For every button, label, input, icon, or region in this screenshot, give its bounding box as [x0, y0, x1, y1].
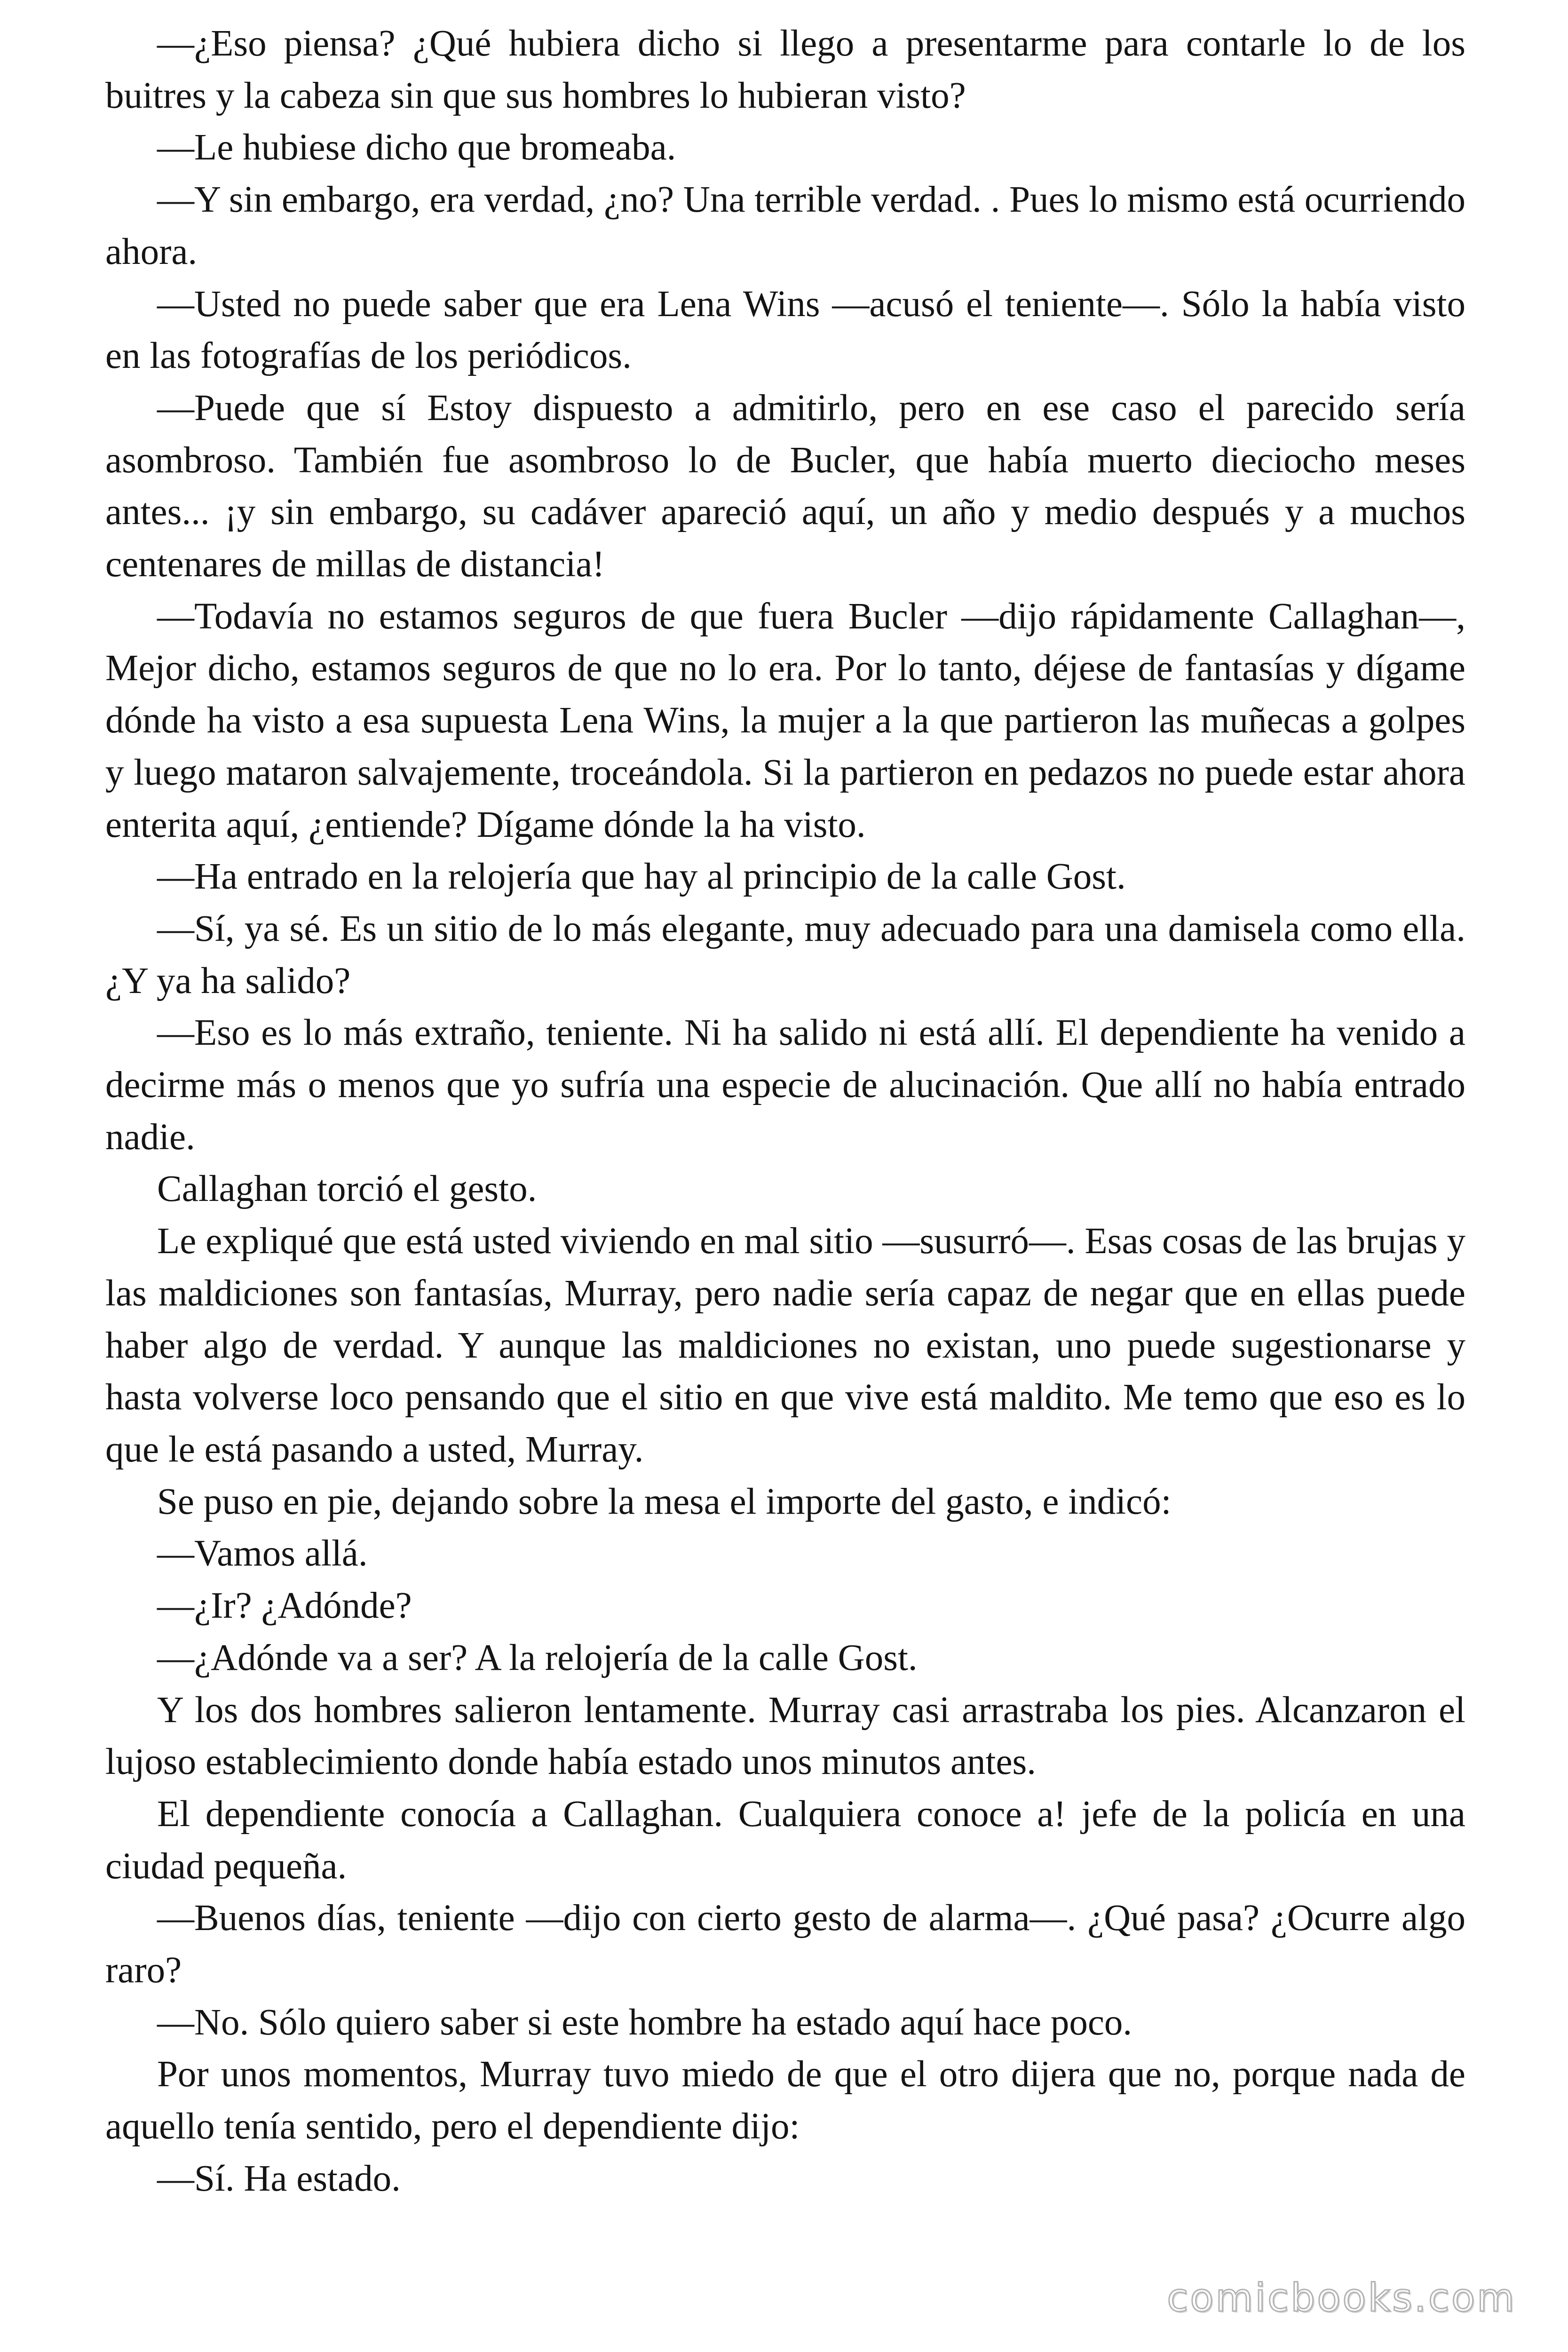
book-page — [105, 18, 1465, 2205]
paragraph: —No. Sólo quiero saber si este hombre ha estado aquí hace poco. — [157, 2002, 1132, 2043]
paragraph: El dependiente conocía a Callaghan. Cualquiera conoce a! jefe de la policía en una ciudad pequeña. — [105, 1793, 1465, 1887]
paragraph: Callaghan torció el gesto. — [157, 1168, 537, 1210]
paragraph: —¿Adónde va a ser? A la relojería de la calle Gost. — [157, 1637, 918, 1678]
paragraph: —Le hubiese dicho que bromeaba. — [157, 127, 676, 168]
paragraph: —Eso es lo más extraño, teniente. Ni ha salido ni está allí. El dependiente ha venido a decirme más o menos que yo sufría una especie de alucinación. Que allí no había entrado nadie. — [105, 1012, 1465, 1158]
paragraph: —Vamos allá. — [157, 1533, 368, 1574]
paragraph: —Usted no puede saber que era Lena Wins —acusó el teniente—. Sólo la había visto en las fotografías de los periódicos. — [105, 283, 1465, 377]
paragraph: —Todavía no estamos seguros de que fuera Bucler —dijo rápidamente Callaghan—, Mejor dicho, estamos seguros de que no lo era. Por lo tanto, déjese de fantasías y dígame dónde ha visto a esa supuesta Lena Wins, la mujer a la que partieron las muñecas a golpes y luego mataron salvajemente, troceándola. Si la partieron en pedazos no puede estar ahora enterita aquí, ¿entiende? Dígame dónde la ha visto. — [105, 596, 1465, 845]
paragraph: —¿Eso piensa? ¿Qué hubiera dicho si llego a presentarme para contarle lo de los buitres y la cabeza sin que sus hombres lo hubieran visto? — [105, 23, 1465, 116]
paragraph: Le expliqué que está usted viviendo en mal sitio —susurró—. Esas cosas de las brujas y las maldiciones son fantasías, Murray, pero nadie sería capaz de negar que en ellas puede haber algo de verdad. Y aunque las maldiciones no existan, uno puede sugestionarse y hasta volverse loco pensando que el sitio en que vive está maldito. Me temo que eso es lo que le está pasando a usted, Murray. — [105, 1221, 1465, 1470]
site-watermark: comicbooks.com — [1167, 2276, 1516, 2320]
paragraph: Se puso en pie, dejando sobre la mesa el importe del gasto, e indicó: — [157, 1481, 1172, 1522]
paragraph: —Sí, ya sé. Es un sitio de lo más elegante, muy adecuado para una damisela como ella. ¿Y ya ha salido? — [105, 908, 1465, 1001]
paragraph: —Buenos días, teniente —dijo con cierto gesto de alarma—. ¿Qué pasa? ¿Ocurre algo raro? — [105, 1898, 1465, 1991]
paragraph: —Puede que sí Estoy dispuesto a admitirlo, pero en ese caso el parecido sería asombroso. También fue asombroso lo de Bucler, que había muerto dieciocho meses antes... ¡y sin embargo, su cadáver apareció aquí, un año y medio después y a muchos centenares de millas de distancia! — [105, 387, 1465, 585]
paragraph: —Y sin embargo, era verdad, ¿no? Una terrible verdad. . Pues lo mismo está ocurriendo ahora. — [105, 179, 1465, 272]
paragraph: Y los dos hombres salieron lentamente. Murray casi arrastraba los pies. Alcanzaron el lujoso establecimiento donde había estado unos minutos antes. — [105, 1689, 1465, 1783]
paragraph: —Ha entrado en la relojería que hay al principio de la calle Gost. — [157, 856, 1126, 898]
paragraph: —¿Ir? ¿Adónde? — [157, 1585, 412, 1627]
paragraph: Por unos momentos, Murray tuvo miedo de que el otro dijera que no, porque nada de aquello tenía sentido, pero el dependiente dijo: — [105, 2054, 1465, 2147]
paragraph: —Sí. Ha estado. — [157, 2158, 401, 2199]
